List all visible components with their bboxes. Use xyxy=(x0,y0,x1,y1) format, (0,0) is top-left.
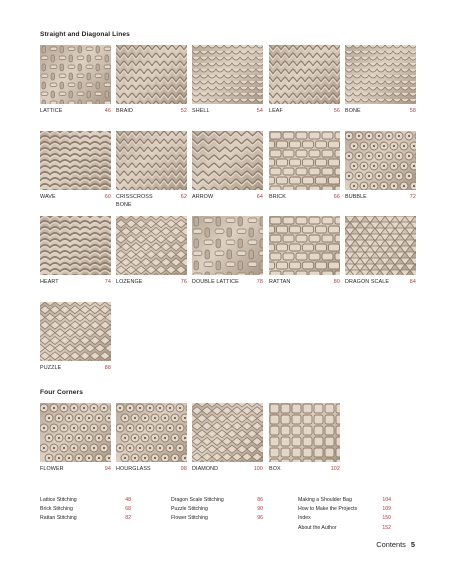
pattern-caption xyxy=(40,107,111,115)
pattern-caption xyxy=(40,193,111,201)
index-entry-page: 86 xyxy=(257,497,263,503)
pattern-page: 66 xyxy=(333,194,340,200)
pattern-name: SHELL xyxy=(192,108,210,114)
footer-label: Contents xyxy=(376,540,406,549)
pattern-page: 100 xyxy=(253,466,263,472)
pattern-caption xyxy=(269,278,340,286)
pattern-name: DOUBLE LATTICE xyxy=(192,279,239,285)
section-title-four-corners: Four Corners xyxy=(40,389,83,396)
pattern-tile-braid[interactable] xyxy=(116,45,187,115)
pattern-caption xyxy=(345,278,416,286)
pattern-tile-hourglass[interactable] xyxy=(116,403,187,473)
pattern-caption xyxy=(269,465,340,473)
pattern-page: 60 xyxy=(104,194,111,200)
page-number: 5 xyxy=(410,540,415,549)
index-entry-shoulder-bag[interactable] xyxy=(298,496,391,505)
pattern-swatch-image xyxy=(192,131,263,190)
index-column-3 xyxy=(298,496,391,533)
pattern-caption xyxy=(192,193,263,201)
index-entry-label: Making a Shoulder Bag xyxy=(298,497,352,503)
pattern-tile-arrow[interactable] xyxy=(192,131,263,201)
page-footer xyxy=(376,540,415,549)
pattern-swatch-image xyxy=(40,302,111,361)
pattern-tile-crisscross-bone[interactable] xyxy=(116,131,187,209)
pattern-caption xyxy=(269,107,340,115)
pattern-page: 78 xyxy=(256,279,263,285)
pattern-page: 54 xyxy=(256,108,263,114)
pattern-caption xyxy=(116,465,187,473)
pattern-swatch-image xyxy=(269,403,340,462)
pattern-caption xyxy=(116,278,187,286)
pattern-tile-diamond[interactable] xyxy=(192,403,263,473)
pattern-name: LOZENGE xyxy=(116,279,143,285)
index-entry-label: Rattan Stitching xyxy=(40,515,77,522)
pattern-page: 46 xyxy=(104,108,111,114)
index-entry-label: Lattice Stitching xyxy=(40,497,77,503)
pattern-swatch-image xyxy=(269,216,340,275)
pattern-page: 58 xyxy=(409,108,416,114)
pattern-page: 56 xyxy=(333,108,340,114)
pattern-page: 102 xyxy=(330,466,340,472)
pattern-swatch-image xyxy=(116,45,187,104)
pattern-swatch-image xyxy=(40,45,111,104)
pattern-swatch-image xyxy=(345,216,416,275)
index-entry-page: 82 xyxy=(125,515,131,522)
index-entry-puzzle-stitching[interactable] xyxy=(171,505,263,514)
pattern-name: BRAID xyxy=(116,108,133,114)
index-entry-label: About the Author xyxy=(298,524,337,531)
pattern-page: 84 xyxy=(409,279,416,285)
index-entry-label: How to Make the Projects xyxy=(298,506,358,513)
pattern-tile-double-lattice[interactable] xyxy=(192,216,263,286)
pattern-tile-lozenge[interactable] xyxy=(116,216,187,286)
pattern-name: DIAMOND xyxy=(192,466,219,472)
index-entry-page: 150 xyxy=(382,515,391,522)
pattern-tile-shell[interactable] xyxy=(192,45,263,115)
pattern-swatch-image xyxy=(269,131,340,190)
section-title-straight-diagonal: Straight and Diagonal Lines xyxy=(40,31,130,38)
pattern-name: LATTICE xyxy=(40,108,63,114)
pattern-name: HEART xyxy=(40,279,59,285)
index-entry-label: Puzzle Stitching xyxy=(171,506,208,513)
pattern-caption xyxy=(192,107,263,115)
pattern-swatch-image xyxy=(192,403,263,462)
index-entry-page: 152 xyxy=(382,524,391,531)
pattern-tile-bone[interactable] xyxy=(345,45,416,115)
pattern-name: FLOWER xyxy=(40,466,64,472)
index-entry-label: Dragon Scale Stitching xyxy=(171,497,224,503)
pattern-caption xyxy=(116,107,187,115)
index-entry-lattice-stitching[interactable] xyxy=(40,496,131,505)
index-entry-about-author[interactable] xyxy=(298,524,391,533)
pattern-name: PUZZLE xyxy=(40,365,62,371)
pattern-swatch-image xyxy=(40,131,111,190)
pattern-page: 80 xyxy=(333,279,340,285)
pattern-caption xyxy=(269,193,340,201)
index-entry-index[interactable] xyxy=(298,514,391,523)
pattern-name: BOX xyxy=(269,466,281,472)
pattern-caption xyxy=(192,278,263,286)
pattern-caption xyxy=(192,465,263,473)
index-entry-label: Flower Stitching xyxy=(171,515,208,522)
index-entry-page: 109 xyxy=(382,506,391,513)
pattern-swatch-image xyxy=(192,45,263,104)
pattern-tile-heart[interactable] xyxy=(40,216,111,286)
pattern-swatch-image xyxy=(116,216,187,275)
pattern-name: LEAF xyxy=(269,108,283,114)
pattern-swatch-image xyxy=(345,45,416,104)
pattern-tile-bubble[interactable] xyxy=(345,131,416,201)
pattern-page: 62 xyxy=(180,194,187,200)
pattern-caption xyxy=(345,193,416,201)
pattern-swatch-image xyxy=(116,131,187,190)
index-entry-make-projects[interactable] xyxy=(298,505,391,514)
index-column-1 xyxy=(40,496,131,524)
index-entry-brick-stitching[interactable] xyxy=(40,505,131,514)
pattern-caption xyxy=(40,364,111,372)
pattern-tile-box[interactable] xyxy=(269,403,340,473)
pattern-tile-dragon-scale[interactable] xyxy=(345,216,416,286)
pattern-name: ARROW xyxy=(192,194,214,200)
index-entry-page: 48 xyxy=(125,497,131,503)
pattern-page: 98 xyxy=(180,466,187,472)
pattern-caption xyxy=(116,193,187,209)
pattern-swatch-image xyxy=(40,216,111,275)
pattern-swatch-image xyxy=(116,403,187,462)
pattern-page: 74 xyxy=(104,279,111,285)
pattern-caption xyxy=(40,278,111,286)
pattern-name: BUBBLE xyxy=(345,194,367,200)
index-entry-rattan-stitching[interactable] xyxy=(40,514,131,523)
index-column-2 xyxy=(171,496,263,524)
index-entry-label: Index xyxy=(298,515,311,522)
pattern-swatch-image xyxy=(345,131,416,190)
index-entry-page: 96 xyxy=(257,515,263,522)
pattern-tile-leaf[interactable] xyxy=(269,45,340,115)
pattern-name: WAVE xyxy=(40,194,56,200)
pattern-page: 64 xyxy=(256,194,263,200)
index-entry-flower-stitching[interactable] xyxy=(171,514,263,523)
index-entry-page: 90 xyxy=(257,506,263,513)
index-entry-label: Brick Stitching xyxy=(40,506,73,513)
pattern-page: 88 xyxy=(104,365,111,371)
pattern-page: 94 xyxy=(104,466,111,472)
index-entry-page: 68 xyxy=(125,506,131,513)
index-entry-page: 104 xyxy=(382,497,391,503)
index-entry-dragon-scale-stitching[interactable] xyxy=(171,496,263,505)
pattern-page: 52 xyxy=(180,108,187,114)
pattern-name: BRICK xyxy=(269,194,286,200)
pattern-tile-lattice[interactable] xyxy=(40,45,111,115)
pattern-swatch-image xyxy=(192,216,263,275)
pattern-tile-wave[interactable] xyxy=(40,131,111,201)
pattern-tile-brick[interactable] xyxy=(269,131,340,201)
pattern-name: CRISSCROSS BONE xyxy=(116,194,153,208)
pattern-name: RATTAN xyxy=(269,279,291,285)
pattern-caption xyxy=(345,107,416,115)
pattern-swatch-image xyxy=(40,403,111,462)
pattern-name: HOURGLASS xyxy=(116,466,151,472)
pattern-caption xyxy=(40,465,111,473)
pattern-name: BONE xyxy=(345,108,361,114)
pattern-page: 76 xyxy=(180,279,187,285)
pattern-tile-rattan[interactable] xyxy=(269,216,340,286)
pattern-name: DRAGON SCALE xyxy=(345,279,390,285)
pattern-tile-puzzle[interactable] xyxy=(40,302,111,372)
pattern-page: 72 xyxy=(409,194,416,200)
pattern-tile-flower[interactable] xyxy=(40,403,111,473)
pattern-swatch-image xyxy=(269,45,340,104)
